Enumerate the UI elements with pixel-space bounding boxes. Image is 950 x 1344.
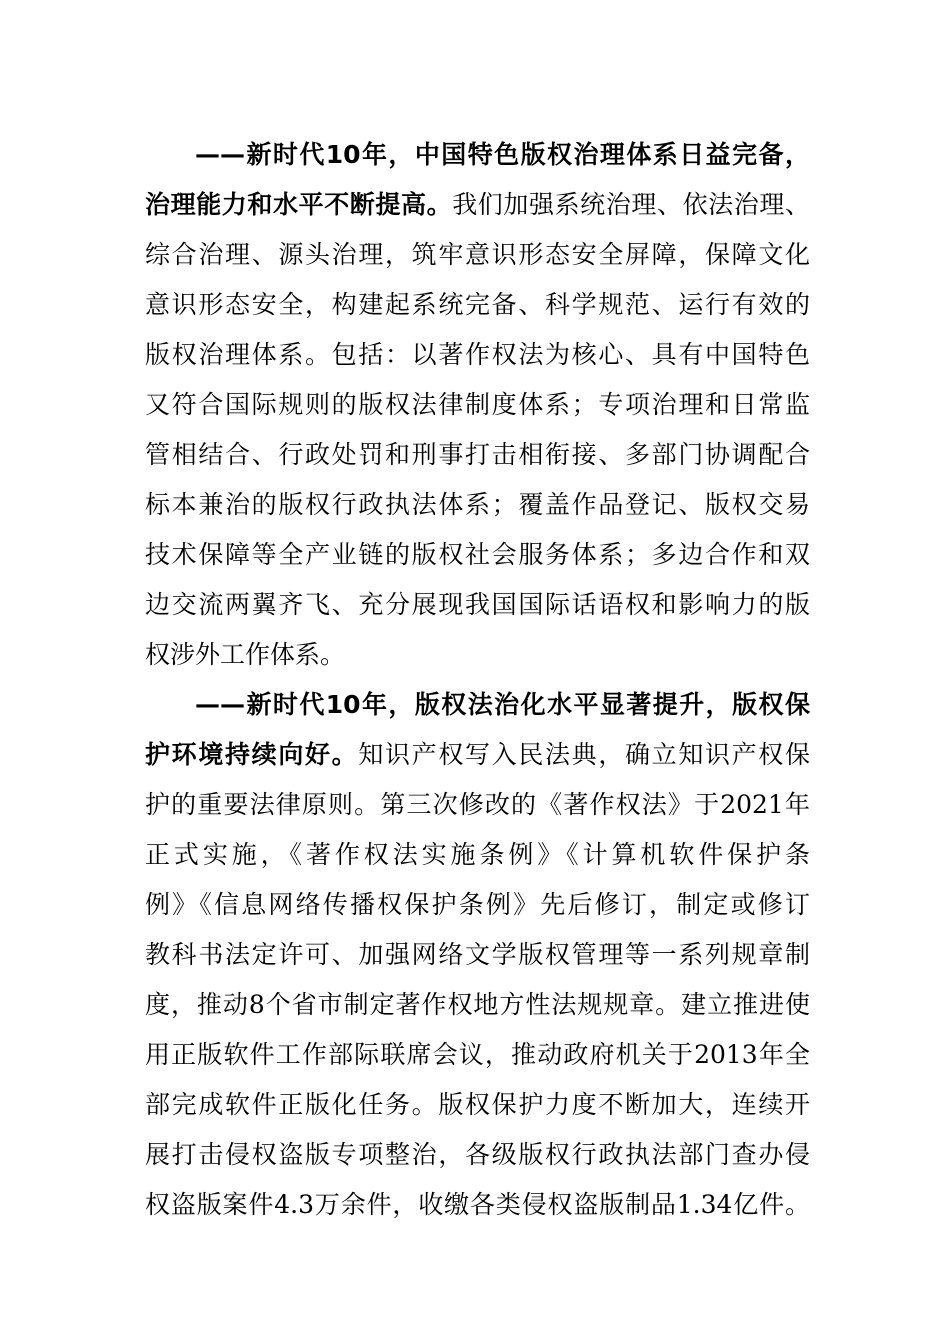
body-text: 管相结合、行政处罚和刑事打击相衔接、多部门协调配合 xyxy=(145,440,810,469)
body-text: 权涉外工作体系。 xyxy=(145,640,346,669)
paragraph-2-line-4 xyxy=(145,830,810,880)
paragraph-2-line-3 xyxy=(145,780,810,830)
body-text: 技术保障等全产业链的版权社会服务体系；多边合作和双 xyxy=(145,540,810,569)
body-text: 权盗版案件4.3万余件，收缴各类侵权盗版制品1.34亿件。 xyxy=(145,1190,810,1219)
paragraph-1-line-11 xyxy=(145,630,810,680)
paragraph-1-line-8 xyxy=(145,480,810,530)
paragraph-2-line-9 xyxy=(145,1080,810,1130)
paragraph-2-line-2 xyxy=(145,730,810,780)
paragraph-1-line-4 xyxy=(145,280,810,330)
body-text: 知识产权写入民法典，确立知识产权保 xyxy=(358,740,810,769)
body-text: 标本兼治的版权行政执法体系；覆盖作品登记、版权交易 xyxy=(145,490,810,519)
paragraph-1-line-10 xyxy=(145,580,810,630)
body-text: 又符合国际规则的版权法律制度体系；专项治理和日常监 xyxy=(145,390,810,419)
body-text: 意识形态安全，构建起系统完备、科学规范、运行有效的 xyxy=(145,290,810,319)
body-text: 护的重要法律原则。第三次修改的《著作权法》于2021年 xyxy=(145,790,810,819)
bold-lead: 护环境持续向好。 xyxy=(145,740,359,769)
paragraph-1-line-6 xyxy=(145,380,810,430)
body-text: 我们加强系统治理、依法治理、 xyxy=(452,190,810,219)
body-text: 教科书法定许可、加强网络文学版权管理等一系列规章制 xyxy=(145,940,810,969)
body-text: 部完成软件正版化任务。版权保护力度不断加大，连续开 xyxy=(145,1090,810,1119)
body-text: 版权治理体系。包括：以著作权法为核心、具有中国特色 xyxy=(145,340,810,369)
bold-lead: ——新时代10年，中国特色版权治理体系日益完备， xyxy=(195,140,810,169)
body-text: 用正版软件工作部际联席会议，推动政府机关于2013年全 xyxy=(145,1040,810,1069)
paragraph-2-line-5 xyxy=(145,880,810,930)
body-text: 正式实施，《著作权法实施条例》《计算机软件保护条 xyxy=(145,840,810,869)
body-text: 展打击侵权盗版专项整治，各级版权行政执法部门查办侵 xyxy=(145,1140,810,1169)
body-text: 度，推动8个省市制定著作权地方性法规规章。建立推进使 xyxy=(145,990,810,1019)
bold-lead: 治理能力和水平不断提高。 xyxy=(145,190,453,219)
paragraph-1-line-7 xyxy=(145,430,810,480)
body-text: 边交流两翼齐飞、充分展现我国国际话语权和影响力的版 xyxy=(145,590,810,619)
bold-lead: ——新时代10年，版权法治化水平显著提升，版权保 xyxy=(195,690,810,719)
paragraph-2-line-1 xyxy=(195,680,810,730)
body-text: 综合治理、源头治理，筑牢意识形态安全屏障，保障文化 xyxy=(145,240,810,269)
paragraph-1-line-2 xyxy=(145,180,810,230)
paragraph-2-line-10 xyxy=(145,1130,810,1180)
paragraph-1-line-1 xyxy=(195,130,810,180)
paragraph-2-line-8 xyxy=(145,1030,810,1080)
paragraph-1-line-5 xyxy=(145,330,810,380)
paragraph-1-line-9 xyxy=(145,530,810,580)
paragraph-2-line-7 xyxy=(145,980,810,1030)
body-text: 例》《信息网络传播权保护条例》先后修订，制定或修订 xyxy=(145,890,810,919)
paragraph-2-line-6 xyxy=(145,930,810,980)
paragraph-1-line-3 xyxy=(145,230,810,280)
paragraph-2-line-11 xyxy=(145,1180,810,1230)
